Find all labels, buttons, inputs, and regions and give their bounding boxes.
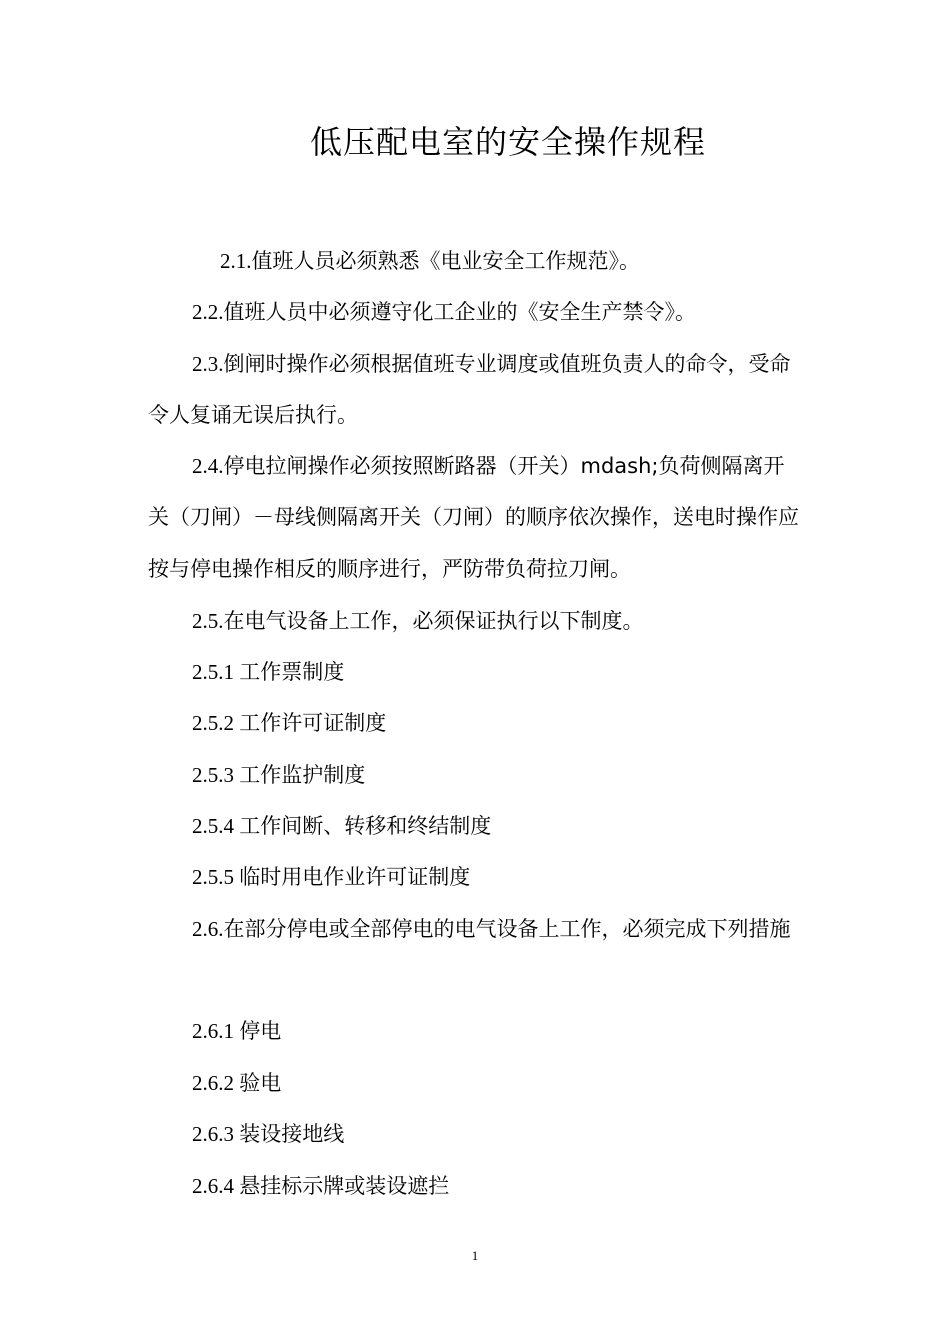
paragraph-2-5-5 <box>148 852 802 903</box>
clause-text: 工作监护制度 <box>239 763 366 787</box>
clause-number: 2.5.5 <box>192 865 240 889</box>
clause-text: 工作许可证制度 <box>239 711 387 735</box>
clause-number: 2.5.1 <box>192 660 240 684</box>
clause-number: 2.5.2 <box>192 711 240 735</box>
clause-text: 工作票制度 <box>239 660 345 684</box>
clause-number: 2.4. <box>192 454 224 478</box>
clause-text: 在部分停电或全部停电的电气设备上工作，必须完成下列措施 <box>223 917 791 941</box>
paragraph-2-5-1 <box>148 647 802 698</box>
paragraph-2-1 <box>148 236 802 287</box>
clause-number: 2.5. <box>192 609 224 633</box>
clause-text: 悬挂标示牌或装设遮拦 <box>239 1174 450 1198</box>
paragraph-2-6-3 <box>148 1109 802 1160</box>
paragraph-2-6-4 <box>148 1161 802 1212</box>
paragraph-2-6 <box>148 904 802 955</box>
paragraph-2-5-2 <box>148 698 802 749</box>
paragraph-2-6-2 <box>148 1058 802 1109</box>
clause-text: 工作间断、转移和终结制度 <box>239 814 492 838</box>
clause-text: 验电 <box>239 1071 282 1095</box>
clause-text: 临时用电作业许可证制度 <box>239 865 471 889</box>
document-title: 低压配电室的安全操作规程 <box>309 123 706 161</box>
paragraph-2-2 <box>148 287 802 338</box>
clause-text: 停电拉闸操作必须按照断路器（开关）mdash;负荷侧隔离开关（刀闸）－母线侧隔离开关（刀闸）的顺序依次操作，送电时操作应按与停电操作相反的顺序进行，严防带负荷拉刀闸。 <box>148 454 799 581</box>
clause-number: 2.6.4 <box>192 1174 240 1198</box>
page-number: 1 <box>471 1248 479 1263</box>
clause-number: 2.6.3 <box>192 1122 240 1146</box>
clause-number: 2.3. <box>192 352 224 376</box>
clause-number: 2.6.2 <box>192 1071 240 1095</box>
paragraph-2-5-4 <box>148 801 802 852</box>
clause-number: 2.6. <box>192 917 224 941</box>
clause-number: 2.6.1 <box>192 1019 240 1043</box>
paragraph-2-6-1 <box>148 1006 802 1057</box>
clause-number: 2.1. <box>220 249 252 273</box>
clause-number: 2.2. <box>192 300 224 324</box>
paragraph-2-3 <box>148 339 802 442</box>
clause-text: 装设接地线 <box>239 1122 345 1146</box>
paragraph-2-5 <box>148 596 802 647</box>
paragraph-2-5-3 <box>148 750 802 801</box>
clause-text: 倒闸时操作必须根据值班专业调度或值班负责人的命令，受命令人复诵无误后执行。 <box>148 352 791 428</box>
clause-text: 值班人员中必须遵守化工企业的《安全生产禁令》。 <box>223 300 696 324</box>
clause-number: 2.5.4 <box>192 814 240 838</box>
clause-text: 值班人员必须熟悉《电业安全工作规范》。 <box>251 249 640 273</box>
clause-text: 在电气设备上工作，必须保证执行以下制度。 <box>223 609 644 633</box>
clause-text: 停电 <box>239 1019 282 1043</box>
paragraph-2-4 <box>148 441 802 595</box>
clause-number: 2.5.3 <box>192 763 240 787</box>
